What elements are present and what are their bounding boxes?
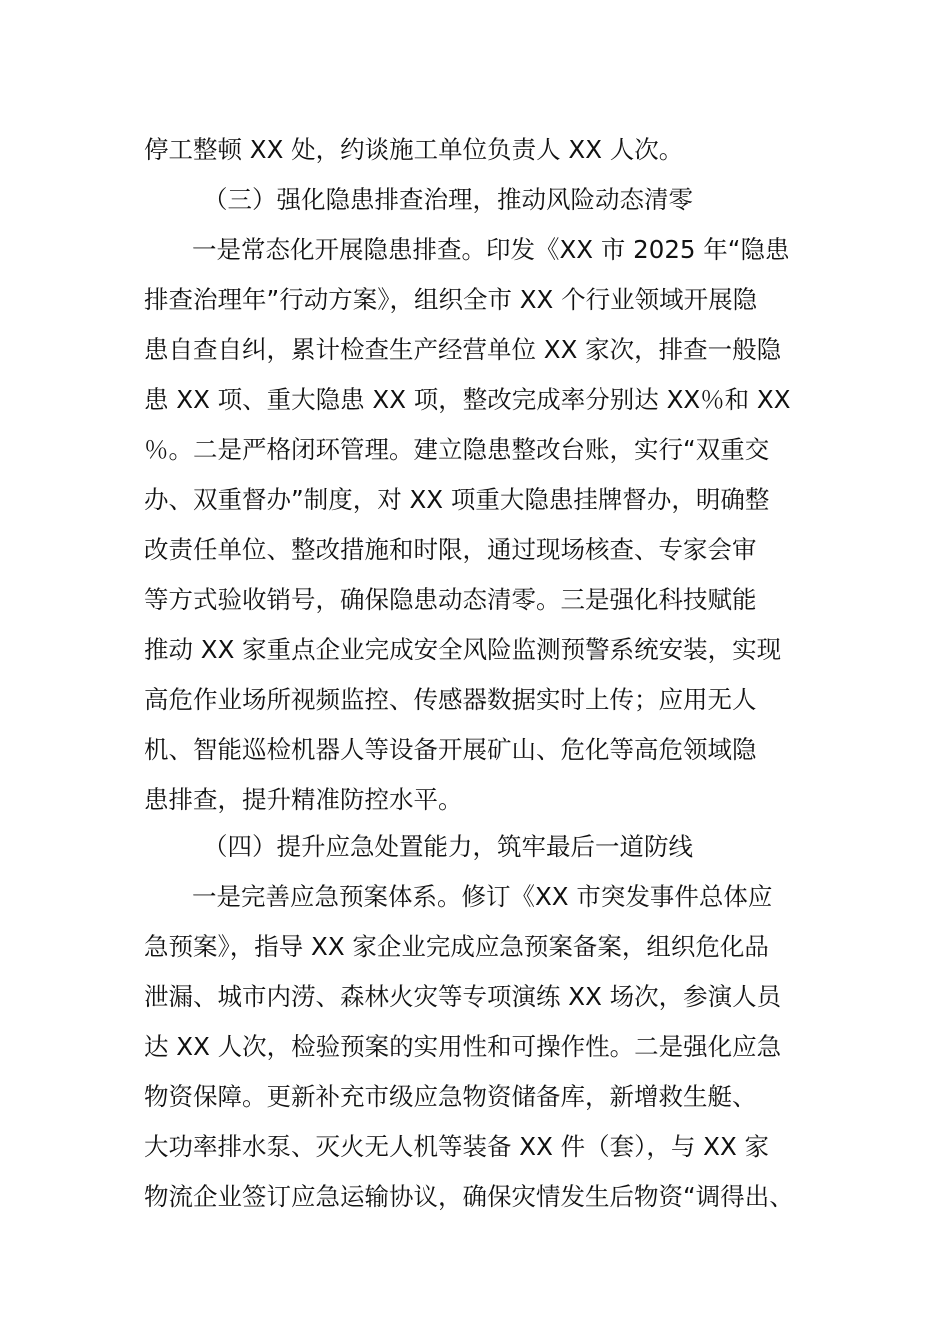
- body-text-line: 患自查自纠，累计检查生产经营单位 XX 家次，排查一般隐: [144, 335, 782, 364]
- body-text-line: 大功率排水泵、灭火无人机等装备 XX 件（套），与 XX 家: [144, 1132, 770, 1161]
- body-text-line: 物资保障。更新补充市级应急物资储备库，新增救生艇、: [144, 1082, 757, 1111]
- body-text-line: 物流企业签订应急运输协议，确保灾情发生后物资“调得出、: [144, 1182, 794, 1211]
- body-text-line: 患 XX 项、重大隐患 XX 项，整改完成率分别达 XX％和 XX: [144, 385, 791, 414]
- body-text-line: 机、智能巡检机器人等设备开展矿山、危化等高危领域隐: [144, 735, 757, 764]
- body-text-line: 推动 XX 家重点企业完成安全风险监测预警系统安装，实现: [144, 635, 782, 664]
- body-text-line: 等方式验收销号，确保隐患动态清零。三是强化科技赋能: [144, 585, 757, 614]
- body-text-line: 急预案》，指导 XX 家企业完成应急预案备案，组织危化品: [144, 932, 769, 961]
- body-text-line: 办、双重督办”制度，对 XX 项重大隐患挂牌督办，明确整: [144, 485, 770, 514]
- body-text-line: 达 XX 人次，检验预案的实用性和可操作性。二是强化应急: [144, 1032, 782, 1061]
- section-heading: （四）提升应急处置能力，筑牢最后一道防线: [203, 832, 693, 861]
- section-heading: （三）强化隐患排查治理，推动风险动态清零: [203, 185, 693, 214]
- body-text-line: 患排查，提升精准防控水平。: [144, 785, 463, 814]
- body-text-line: 改责任单位、整改措施和时限，通过现场核查、专家会审: [144, 535, 757, 564]
- body-text-line: 停工整顿 XX 处，约谈施工单位负责人 XX 人次。: [144, 135, 684, 164]
- body-text-line: 一是完善应急预案体系。修订《XX 市突发事件总体应: [192, 882, 773, 911]
- body-text-line: 排查治理年”行动方案》，组织全市 XX 个行业领域开展隐: [144, 285, 758, 314]
- body-text-line: ％。二是严格闭环管理。建立隐患整改台账，实行“双重交: [144, 435, 770, 464]
- body-text-line: 高危作业场所视频监控、传感器数据实时上传；应用无人: [144, 685, 757, 714]
- body-text-line: 泄漏、城市内涝、森林火灾等专项演练 XX 场次，参演人员: [144, 982, 782, 1011]
- body-text-line: 一是常态化开展隐患排查。印发《XX 市 2025 年“隐患: [192, 235, 790, 264]
